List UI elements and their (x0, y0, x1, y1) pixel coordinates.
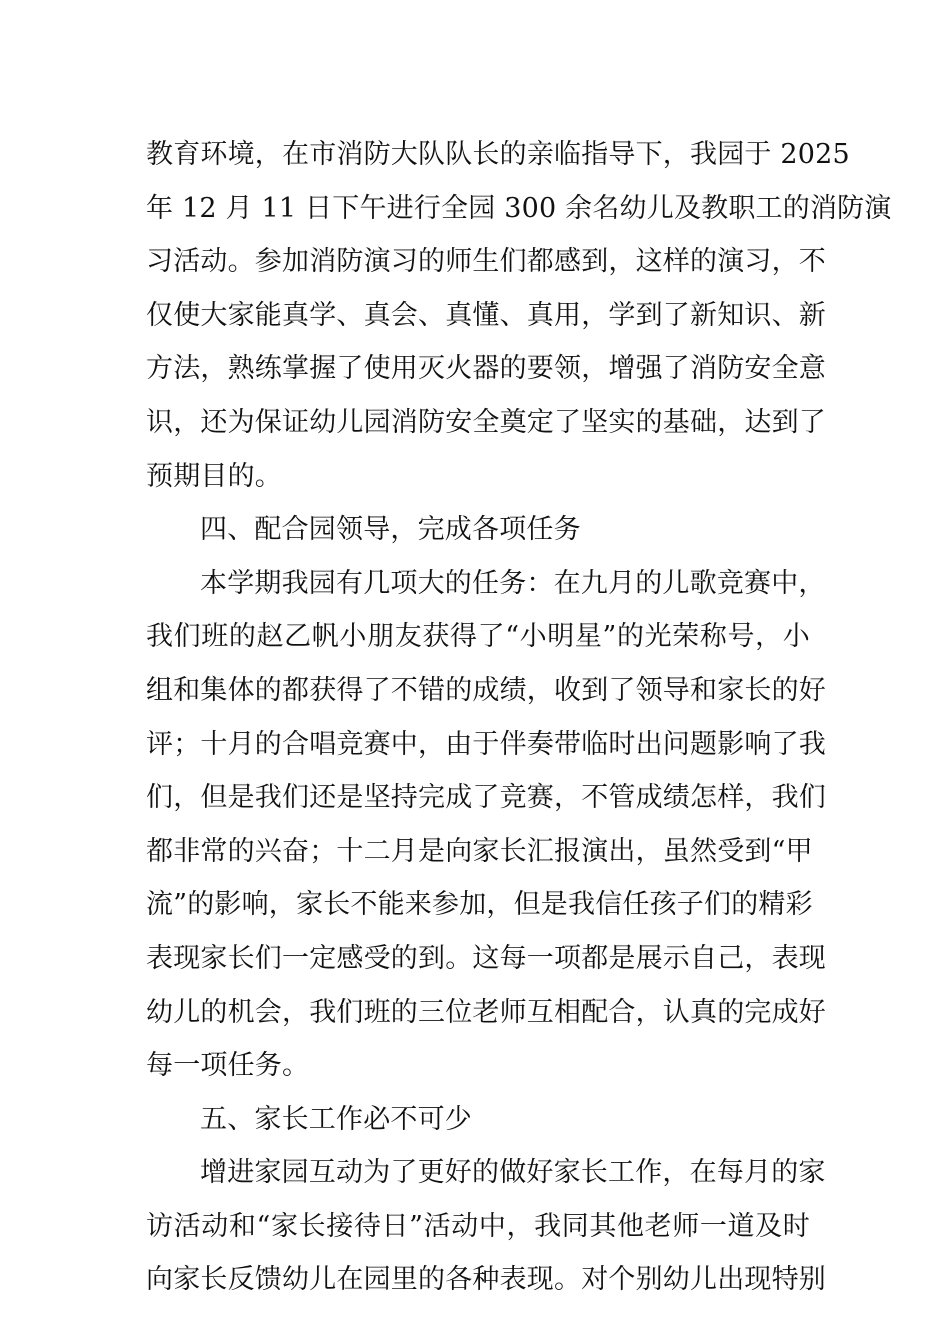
paragraph-line: 评；十月的合唱竞赛中，由于伴奏带临时出问题影响了我 (146, 728, 826, 760)
paragraph-line: 组和集体的都获得了不错的成绩，收到了领导和家长的好 (146, 674, 826, 706)
paragraph-line: 幼儿的机会，我们班的三位老师互相配合，认真的完成好 (146, 996, 826, 1028)
paragraph-line: 方法，熟练掌握了使用灭火器的要领，增强了消防安全意 (146, 353, 826, 385)
document-body (146, 128, 892, 1307)
paragraph-line: 识，还为保证幼儿园消防安全奠定了坚实的基础，达到了 (146, 406, 826, 438)
paragraph-line: 习活动。参加消防演习的师生们都感到，这样的演习，不 (146, 246, 826, 278)
paragraph-line: 们，但是我们还是坚持完成了竞赛，不管成绩怎样，我们 (146, 782, 826, 814)
paragraph-line: 表现家长们一定感受的到。这每一项都是展示自己，表现 (146, 942, 826, 974)
section-heading: 四、配合园领导，完成各项任务 (200, 514, 581, 546)
paragraph-line: 流”的影响，家长不能来参加，但是我信任孩子们的精彩 (146, 889, 813, 921)
paragraph-line: 访活动和“家长接待日”活动中，我同其他老师一道及时 (146, 1210, 810, 1242)
paragraph-line: 每一项任务。 (146, 1050, 310, 1082)
section-heading: 五、家长工作必不可少 (200, 1103, 472, 1135)
paragraph-line: 预期目的。 (146, 460, 282, 492)
paragraph-line: 向家长反馈幼儿在园里的各种表现。对个别幼儿出现特别 (146, 1264, 826, 1296)
paragraph-line: 我们班的赵乙帆小朋友获得了“小明星”的光荣称号，小 (146, 621, 810, 653)
paragraph-line: 年 12 月 11 日下午进行全园 300 余名幼儿及教职工的消防演 (146, 192, 892, 224)
paragraph-line: 都非常的兴奋；十二月是向家长汇报演出，虽然受到“甲 (146, 835, 813, 867)
paragraph-line: 增进家园互动为了更好的做好家长工作，在每月的家 (200, 1157, 826, 1189)
paragraph-line: 仅使大家能真学、真会、真懂、真用，学到了新知识、新 (146, 299, 826, 331)
paragraph-line: 本学期我园有几项大的任务：在九月的儿歌竞赛中， (200, 567, 826, 599)
paragraph-line: 教育环境，在市消防大队队长的亲临指导下，我园于 2025 (146, 139, 850, 170)
